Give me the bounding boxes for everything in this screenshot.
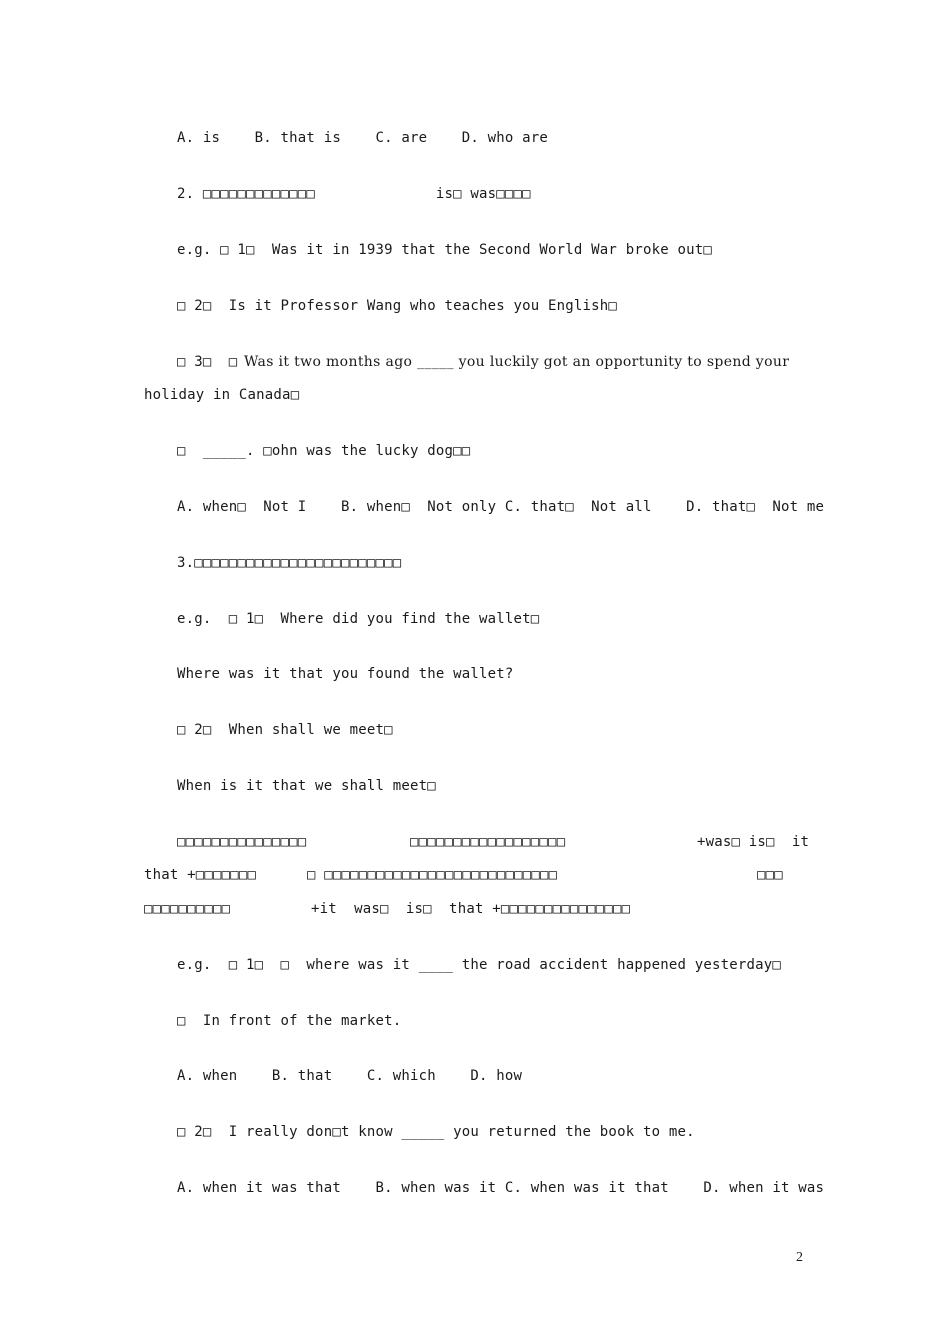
example-line-2: □ 2□ Is it Professor Wang who teaches you English□ (177, 298, 618, 314)
answer-line: □ _____. □ohn was the lucky dog□□ (177, 443, 471, 459)
answer-line-2: □ In front of the market. (177, 1013, 402, 1029)
example-line-6: □ 2□ When shall we meet□ (177, 722, 393, 738)
rule-line-3a: □□□□□□□□□□ (144, 901, 231, 917)
rule-line-2c: □□□ (757, 867, 783, 883)
options-line-4: A. when it was that B. when was it C. when was it that D. when it was (177, 1180, 825, 1196)
rule-line-1b: □□□□□□□□□□□□□□□□□□ (410, 834, 566, 850)
page-number: 2 (796, 1250, 803, 1265)
rule-line-3b: +it was□ is□ that +□□□□□□□□□□□□□□□ (311, 901, 631, 917)
example-line-7: When is it that we shall meet□ (177, 778, 436, 794)
section-heading-2: 2. □□□□□□□□□□□□□ is□ was□□□□ (177, 186, 531, 202)
example-line-5: Where was it that you found the wallet? (177, 666, 514, 682)
rule-line-1a: □□□□□□□□□□□□□□□ (177, 834, 307, 850)
options-line-3: A. when B. that C. which D. how (177, 1068, 523, 1084)
example-line-9: □ 2□ I really don□t know _____ you returned the book to me. (177, 1124, 695, 1140)
rule-line-2b: □ □□□□□□□□□□□□□□□□□□□□□□□□□□□ (307, 867, 558, 883)
example-line-1: e.g. □ 1□ Was it in 1939 that the Second World War broke out□ (177, 242, 712, 258)
options-line-1: A. is B. that is C. are D. who are (177, 130, 549, 146)
rule-line-2a: that +□□□□□□□ (144, 867, 257, 883)
example-line-3: Was it two months ago _____ you luckily got an opportunity to spend your (244, 354, 790, 370)
rule-line-1c: +was□ is□ it (697, 834, 810, 850)
example-line-3-cont: holiday in Canada□ (144, 387, 300, 403)
example-line-4: e.g. □ 1□ Where did you find the wallet□ (177, 611, 540, 627)
example-line-3-prefix: □ 3□ □ (177, 354, 247, 370)
example-line-8: e.g. □ 1□ □ where was it ____ the road accident happened yesterday□ (177, 957, 782, 973)
section-heading-3: 3.□□□□□□□□□□□□□□□□□□□□□□□□ (177, 555, 402, 571)
options-line-2: A. when□ Not I B. when□ Not only C. that□ Not all D. that□ Not me (177, 499, 825, 515)
